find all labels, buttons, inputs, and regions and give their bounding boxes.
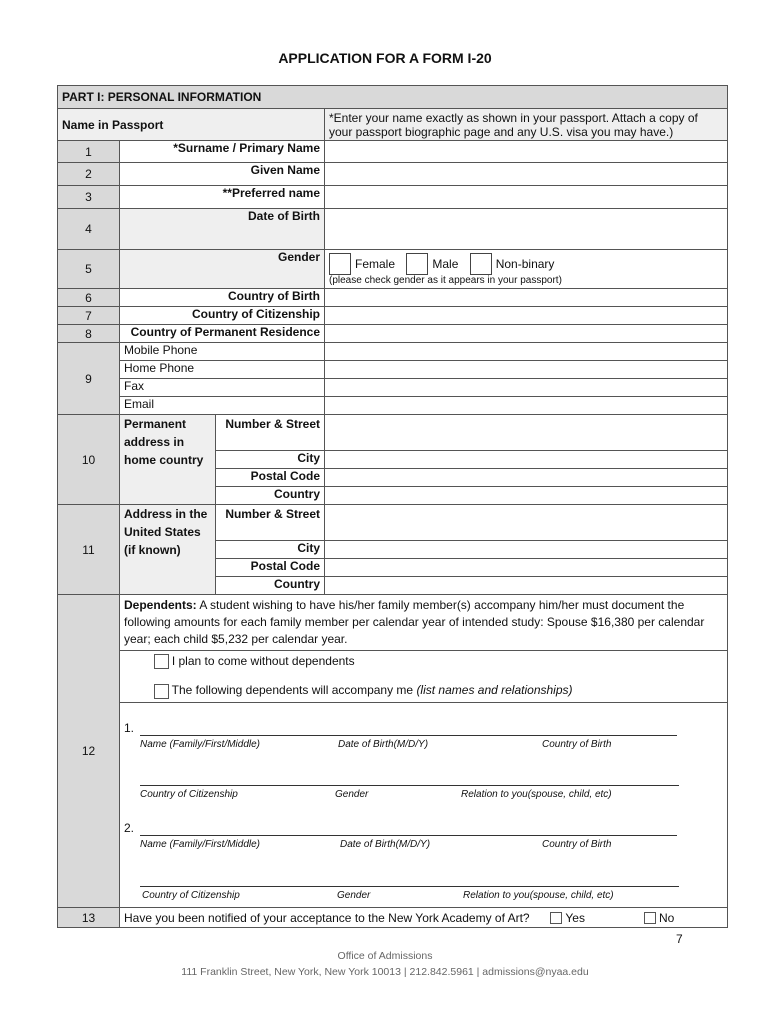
surname-label: *Surname / Primary Name [120, 141, 325, 163]
caption-relation: Relation to you(spouse, child, etc) [461, 789, 612, 800]
gender-label: Gender [120, 250, 325, 289]
footer-office: Office of Admissions [337, 950, 433, 962]
home-country-input[interactable] [325, 487, 728, 505]
preferred-name-input[interactable] [325, 186, 728, 209]
yes-label: Yes [565, 910, 585, 925]
no-checkbox[interactable] [644, 912, 656, 924]
acceptance-question: Have you been notified of your acceptance to the New York Academy of Art? [124, 910, 530, 925]
country-of-citizenship-label: Country of Citizenship [120, 307, 325, 325]
row-number: 4 [58, 209, 120, 250]
dependents-heading: Dependents: [124, 598, 197, 612]
surname-input[interactable] [325, 141, 728, 163]
us-postal-input[interactable] [325, 559, 728, 577]
nonbinary-checkbox[interactable] [470, 253, 492, 275]
us-city-label: City [216, 541, 325, 559]
given-name-input[interactable] [325, 163, 728, 186]
male-label: Male [432, 257, 459, 271]
entry-1-number: 1. [124, 721, 135, 735]
us-address-group-label: Address in the United States (if known) [120, 505, 216, 595]
name-note: *Enter your name exactly as shown in your passport. Attach a copy of your passport biographic page and any U.S. visa you may have.) [325, 109, 728, 141]
mobile-phone-label: Mobile Phone [120, 343, 325, 361]
mobile-phone-input[interactable] [325, 343, 728, 361]
with-dependents-hint: (list names and relationships) [416, 683, 573, 698]
row-number: 5 [58, 250, 120, 289]
given-name-label: Given Name [120, 163, 325, 186]
row-number: 6 [58, 289, 120, 307]
dob-label: Date of Birth [120, 209, 325, 250]
caption-gender: Gender [335, 789, 369, 800]
fax-label: Fax [120, 379, 325, 397]
with-dependents-label: The following dependents will accompany me [171, 683, 417, 698]
no-dependents-label: I plan to come without dependents [171, 654, 355, 668]
no-label: No [659, 910, 675, 925]
home-phone-label: Home Phone [120, 361, 325, 379]
row-number: 12 [58, 595, 120, 908]
female-checkbox[interactable] [329, 253, 351, 275]
caption-coc: Country of Citizenship [140, 789, 238, 800]
email-input[interactable] [325, 397, 728, 415]
home-street-input[interactable] [325, 415, 728, 451]
male-checkbox[interactable] [406, 253, 428, 275]
country-of-residence-input[interactable] [325, 325, 728, 343]
caption-dob: Date of Birth(M/D/Y) [338, 739, 429, 750]
home-phone-input[interactable] [325, 361, 728, 379]
dependents-text: A student wishing to have his/her family member(s) accompany him/her must document the following amounts for each family member per calendar year of intended study: Spouse $16,380 per calendar year; each child $5,232 per calendar year. [124, 598, 705, 646]
us-postal-label: Postal Code [216, 559, 325, 577]
home-city-input[interactable] [325, 451, 728, 469]
footer-address: 111 Franklin Street, New York, New York 10013 | 212.842.5961 | admissions@nyaa.edu [181, 966, 589, 978]
entry-1-line-1[interactable] [140, 723, 677, 736]
application-form-table [57, 85, 728, 928]
dependents-note [120, 595, 728, 651]
caption-name: Name (Family/First/Middle) [140, 839, 261, 850]
fax-input[interactable] [325, 379, 728, 397]
home-street-label: Number & Street [216, 415, 325, 451]
with-dependents-checkbox[interactable] [154, 684, 169, 699]
caption-name: Name (Family/First/Middle) [140, 739, 261, 750]
row-number: 3 [58, 186, 120, 209]
gender-hint: (please check gender as it appears in your passport) [329, 275, 562, 286]
caption-gender: Gender [337, 890, 371, 901]
row-number: 11 [58, 505, 120, 595]
home-postal-label: Postal Code [216, 469, 325, 487]
female-label: Female [355, 257, 396, 271]
acceptance-row [120, 908, 728, 928]
row-number: 9 [58, 343, 120, 415]
us-country-input[interactable] [325, 577, 728, 595]
caption-dob: Date of Birth(M/D/Y) [340, 839, 431, 850]
row-number: 7 [58, 307, 120, 325]
dob-input[interactable] [325, 209, 728, 250]
entry-2-number: 2. [124, 821, 135, 835]
row-number: 13 [58, 908, 120, 928]
us-city-input[interactable] [325, 541, 728, 559]
country-of-birth-label: Country of Birth [120, 289, 325, 307]
entry-1-line-2[interactable] [140, 773, 679, 786]
gender-options [325, 250, 728, 289]
country-of-citizenship-input[interactable] [325, 307, 728, 325]
row-number: 2 [58, 163, 120, 186]
name-in-passport-heading: Name in Passport [58, 109, 325, 141]
preferred-name-label: **Preferred name [120, 186, 325, 209]
home-country-label: Country [216, 487, 325, 505]
country-of-residence-label: Country of Permanent Residence [120, 325, 325, 343]
entry-2-line-1[interactable] [140, 823, 677, 836]
home-city-label: City [216, 451, 325, 469]
dependents-entries [120, 703, 728, 908]
page-number: 7 [676, 932, 683, 946]
no-dependents-checkbox[interactable] [154, 654, 169, 669]
entry-2-line-2[interactable] [140, 874, 679, 887]
us-country-label: Country [216, 577, 325, 595]
part-heading: PART I: PERSONAL INFORMATION [58, 86, 728, 109]
caption-relation: Relation to you(spouse, child, etc) [463, 890, 614, 901]
caption-cob: Country of Birth [542, 739, 612, 750]
home-address-group-label: Permanent address in home country [120, 415, 216, 505]
row-number: 10 [58, 415, 120, 505]
page-title: APPLICATION FOR A FORM I-20 [278, 50, 492, 66]
us-street-label: Number & Street [216, 505, 325, 541]
us-street-input[interactable] [325, 505, 728, 541]
yes-checkbox[interactable] [550, 912, 562, 924]
row-number: 8 [58, 325, 120, 343]
caption-cob: Country of Birth [542, 839, 612, 850]
country-of-birth-input[interactable] [325, 289, 728, 307]
home-postal-input[interactable] [325, 469, 728, 487]
dependents-options [171, 651, 728, 703]
email-label: Email [120, 397, 325, 415]
caption-coc: Country of Citizenship [142, 890, 240, 901]
row-number: 1 [58, 141, 120, 163]
nonbinary-label: Non-binary [495, 257, 555, 271]
